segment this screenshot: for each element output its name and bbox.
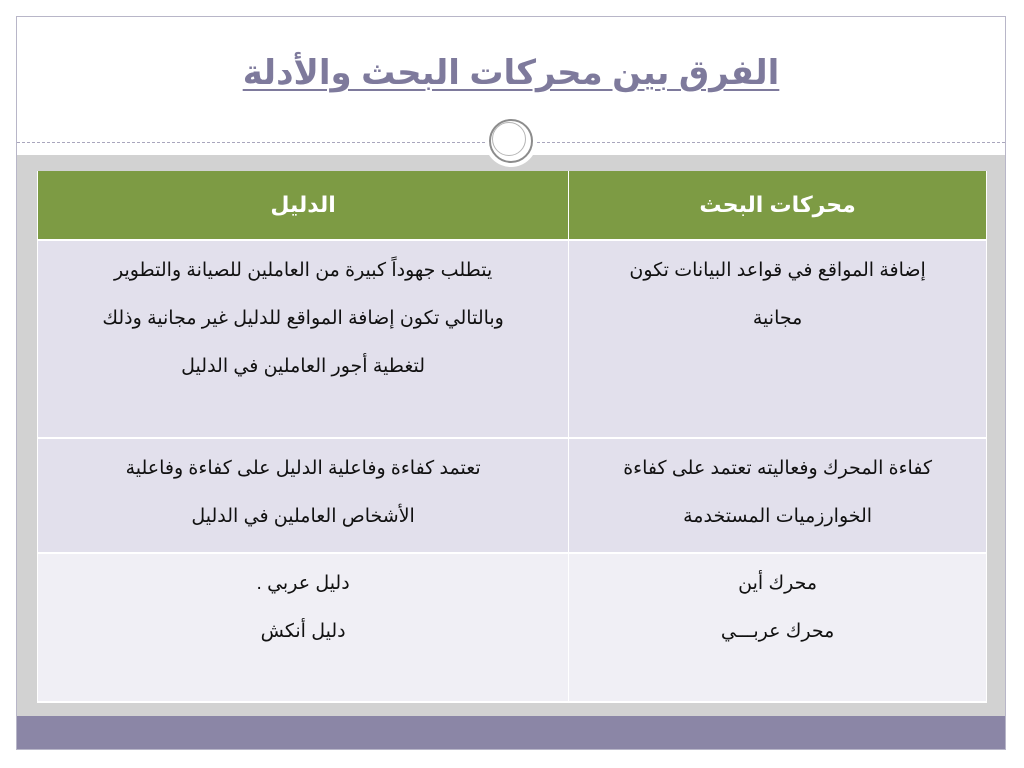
- cell-search-engines: [569, 438, 987, 553]
- header-directories: الدليل: [38, 171, 569, 240]
- slide: [16, 16, 1006, 750]
- slide-title: الفرق بين محركات البحث والأدلة: [242, 54, 780, 92]
- table-row: [38, 553, 987, 702]
- cell-line: الأشخاص العاملين في الدليل: [191, 506, 415, 527]
- cell-search-engines: [569, 240, 987, 438]
- cell-line: لتغطية أجور العاملين في الدليل: [181, 356, 426, 377]
- double-circle-ornament-icon: [485, 115, 537, 167]
- cell-line: كفاءة المحرك وفعاليته تعتمد على كفاءة: [623, 458, 932, 479]
- footer-band: [17, 716, 1005, 750]
- cell-search-engines: [569, 553, 987, 702]
- cell-line: الخوارزميات المستخدمة: [683, 506, 873, 527]
- cell-directories: [38, 553, 569, 702]
- table-row: [38, 438, 987, 553]
- cell-line: يتطلب جهوداً كبيرة من العاملين للصيانة والتطوير: [113, 260, 493, 281]
- cell-line: دليل أنكش: [260, 621, 346, 642]
- cell-line: إضافة المواقع في قواعد البيانات تكون: [629, 260, 926, 281]
- inner-ring: [492, 122, 526, 156]
- cell-directories: [38, 240, 569, 438]
- cell-line: محرك عربـــي: [720, 621, 835, 642]
- cell-line: تعتمد كفاءة وفاعلية الدليل على كفاءة وفاعلية: [125, 458, 481, 479]
- cell-directories: [38, 438, 569, 553]
- comparison-table: [37, 171, 987, 703]
- cell-line: وبالتالي تكون إضافة المواقع للدليل غير مجانية وذلك: [102, 308, 504, 329]
- table-header-row: [38, 171, 987, 240]
- cell-line: محرك أين: [738, 573, 818, 594]
- cell-line: دليل عربي .: [256, 573, 350, 594]
- cell-line: مجانية: [752, 308, 803, 329]
- table-row: [38, 240, 987, 438]
- header-search-engines: محركات البحث: [569, 171, 987, 240]
